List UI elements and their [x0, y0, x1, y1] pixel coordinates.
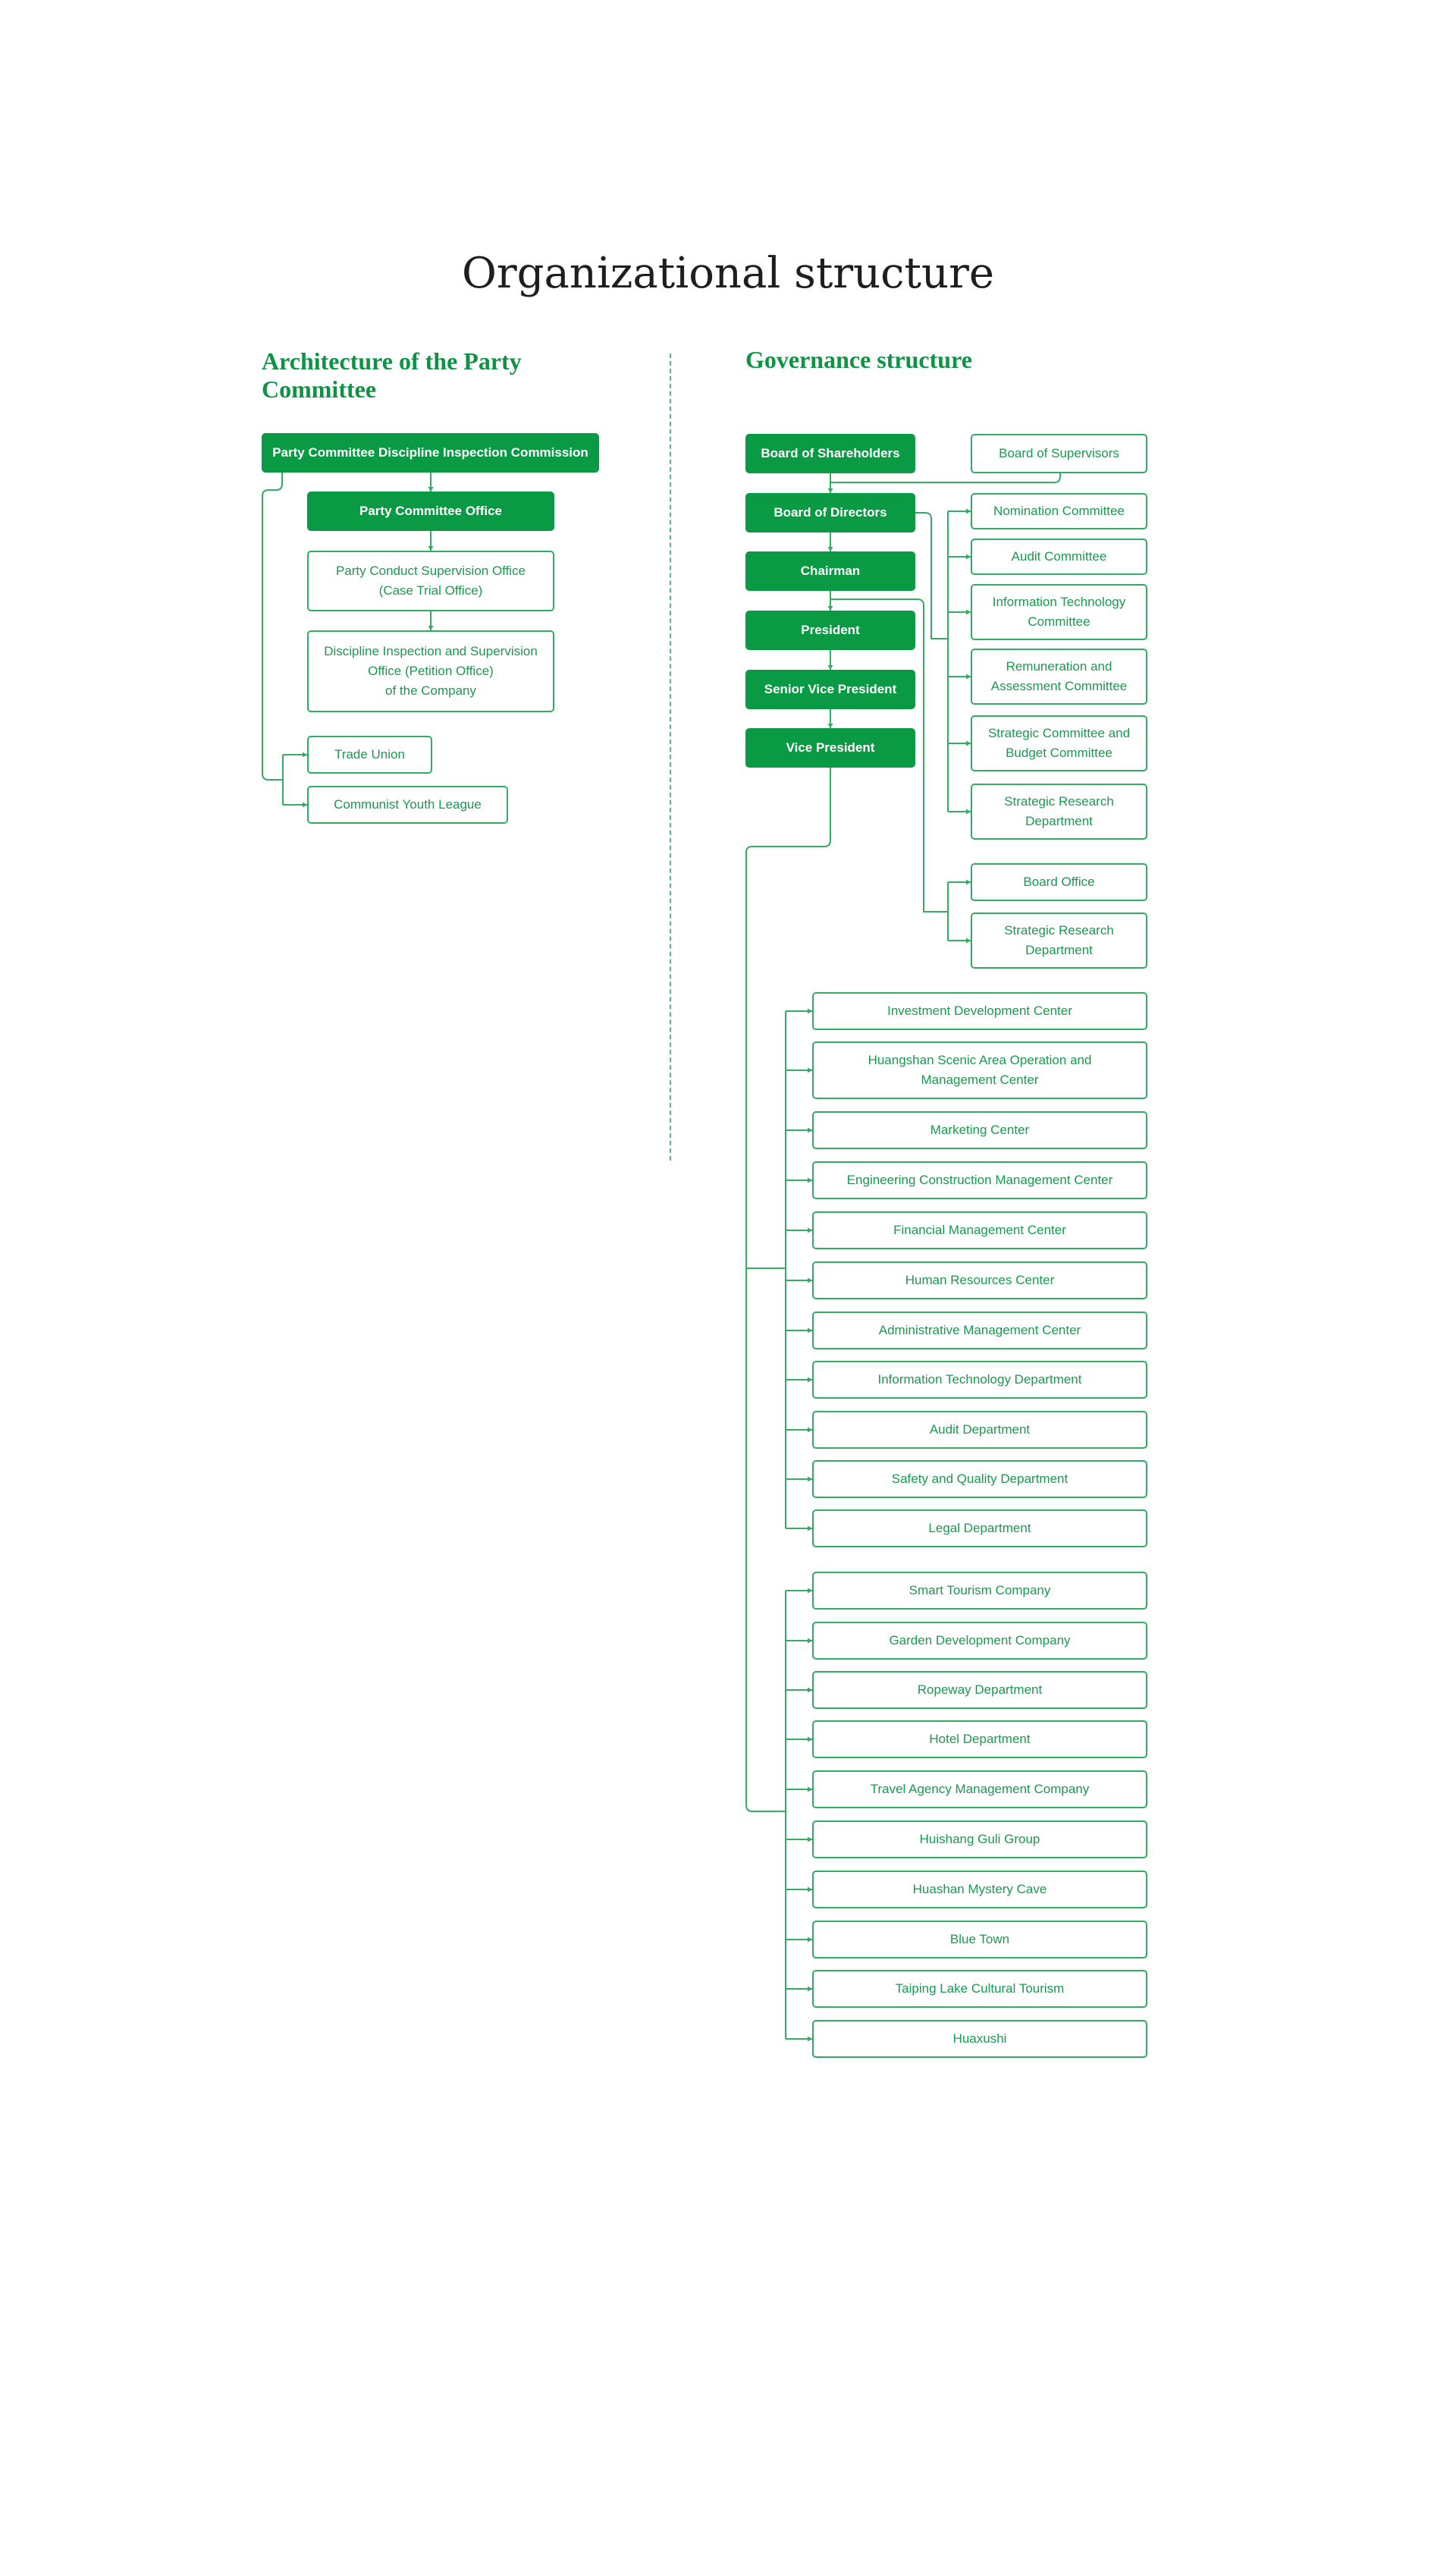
committee-node: Remuneration and Assessment Committee — [971, 649, 1147, 705]
page-title: Organizational structure — [462, 249, 994, 298]
company-node: Taiping Lake Cultural Tourism — [812, 1970, 1147, 2008]
company-node: Blue Town — [812, 1921, 1147, 1958]
governance-section-heading: Governance structure — [745, 346, 972, 373]
committee-node: Information Technology Committee — [971, 584, 1147, 640]
company-node: Huashan Mystery Cave — [812, 1871, 1147, 1908]
committee-node: Nomination Committee — [971, 493, 1147, 529]
chairman-unit-node: Board Office — [971, 863, 1147, 901]
committee-node: Strategic Research Department — [971, 784, 1147, 840]
party-commission-node: Party Committee Discipline Inspection Commission — [262, 433, 599, 473]
connector-line — [262, 473, 283, 780]
senior-vice-president-node: Senior Vice President — [745, 670, 915, 709]
company-node: Ropeway Department — [812, 1671, 1147, 1709]
center-node: Administrative Management Center — [812, 1311, 1147, 1349]
center-node: Investment Development Center — [812, 992, 1147, 1030]
center-node: Audit Department — [812, 1411, 1147, 1449]
trade-union-node: Trade Union — [307, 736, 432, 774]
company-node: Garden Development Company — [812, 1622, 1147, 1660]
committee-node: Strategic Committee and Budget Committee — [971, 715, 1147, 771]
directors-node: Board of Directors — [745, 493, 915, 532]
supervisors-node: Board of Supervisors — [971, 434, 1147, 473]
chairman-unit-node: Strategic Research Department — [971, 912, 1147, 969]
committee-node: Audit Committee — [971, 539, 1147, 575]
party-office-node: Party Committee Office — [307, 492, 554, 531]
center-node: Legal Department — [812, 1509, 1147, 1547]
company-node: Smart Tourism Company — [812, 1572, 1147, 1610]
party-conduct-office-node: Party Conduct Supervision Office (Case Trial Office) — [307, 551, 554, 611]
center-node: Marketing Center — [812, 1111, 1147, 1149]
chairman-node: Chairman — [745, 551, 915, 591]
connector-line — [830, 473, 1060, 482]
company-node: Hotel Department — [812, 1720, 1147, 1758]
center-node: Safety and Quality Department — [812, 1460, 1147, 1498]
company-node: Travel Agency Management Company — [812, 1770, 1147, 1808]
company-node: Huishang Guli Group — [812, 1820, 1147, 1858]
youth-league-node: Communist Youth League — [307, 786, 508, 824]
party-section-heading: Architecture of the Party Committee — [262, 347, 522, 403]
company-node: Huaxushi — [812, 2020, 1147, 2058]
vice-president-node: Vice President — [745, 728, 915, 768]
center-node: Human Resources Center — [812, 1261, 1147, 1299]
president-node: President — [745, 611, 915, 650]
shareholders-node: Board of Shareholders — [745, 434, 915, 473]
center-node: Engineering Construction Management Center — [812, 1161, 1147, 1199]
center-node: Huangshan Scenic Area Operation and Management Center — [812, 1041, 1147, 1099]
center-node: Information Technology Department — [812, 1361, 1147, 1399]
discipline-inspection-office-node: Discipline Inspection and Supervision Office (Petition Office) of the Company — [307, 630, 554, 712]
connector-line — [915, 513, 948, 639]
center-node: Financial Management Center — [812, 1211, 1147, 1249]
